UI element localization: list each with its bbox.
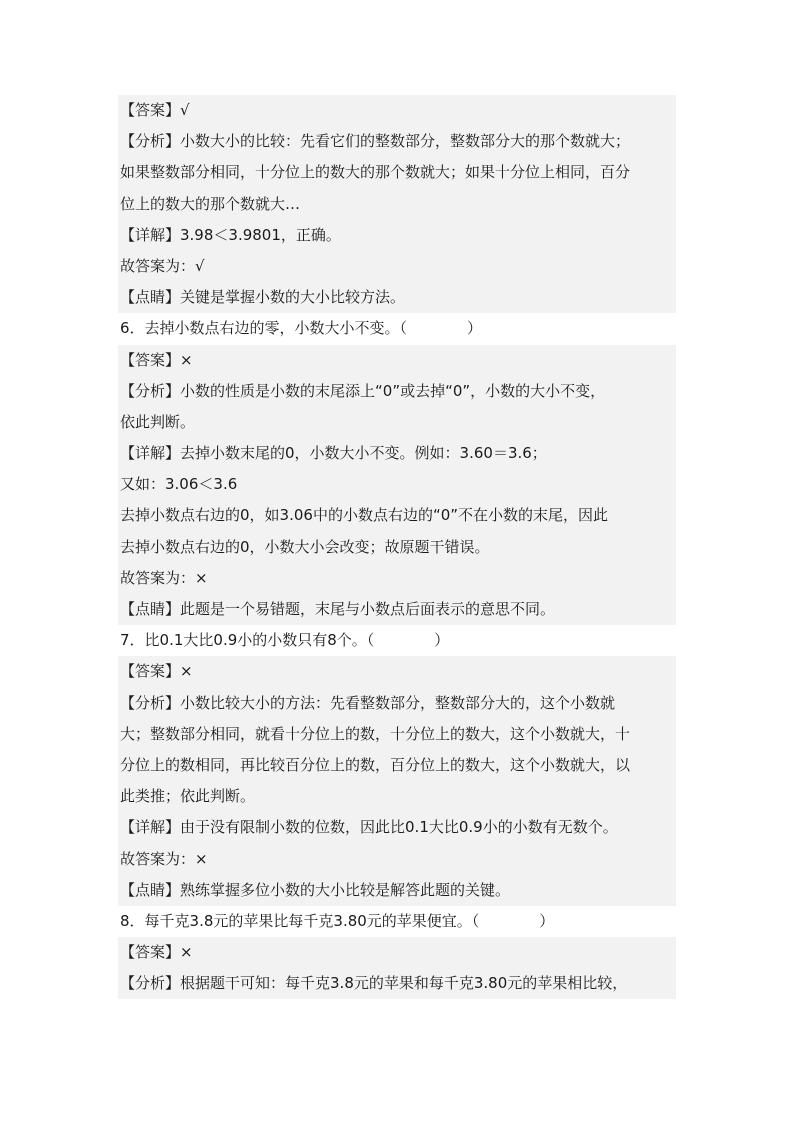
conclusion-line: 故答案为：× (118, 563, 676, 594)
detail-line: 【详解】由于没有限制小数的位数，因此比0.1大比0.9小的小数有无数个。 (118, 812, 676, 843)
document-body (118, 95, 676, 999)
question-8: 8．每千克3.8元的苹果比每千克3.80元的苹果便宜。（ ） (120, 911, 555, 930)
detail-line: 【详解】去掉小数末尾的0，小数大小不变。例如：3.60＝3.6； (118, 438, 676, 469)
answer-line: 【答案】× (118, 345, 676, 376)
comment-line: 【点睛】熟练掌握多位小数的大小比较是解答此题的关键。 (118, 875, 676, 906)
answer-line: 【答案】× (118, 656, 676, 687)
detail-line: 【详解】3.98＜3.9801，正确。 (118, 220, 676, 251)
question-6: 6．去掉小数点右边的零，小数大小不变。（ ） (120, 319, 483, 338)
analysis-line: 【分析】根据题干可知：每千克3.8元的苹果和每千克3.80元的苹果相比较， (118, 968, 676, 999)
question-7: 7．比0.1大比0.9小的小数只有8个。（ ） (120, 631, 450, 650)
detail-line: 去掉小数点右边的0，如3.06中的小数点右边的“0”不在小数的末尾，因此 (118, 500, 676, 531)
analysis-line: 位上的数大的那个数就大… (118, 189, 676, 220)
analysis-line: 【分析】小数比较大小的方法：先看整数部分，整数部分大的，这个小数就 (118, 688, 676, 719)
answer-line: 【答案】√ (118, 95, 676, 126)
analysis-line: 【分析】小数大小的比较：先看它们的整数部分，整数部分大的那个数就大； (118, 126, 676, 157)
analysis-line: 大；整数部分相同，就看十分位上的数，十分位上的数大，这个小数就大，十 (118, 719, 676, 750)
conclusion-line: 故答案为：× (118, 844, 676, 875)
detail-line: 去掉小数点右边的0，小数大小会改变；故原题干错误。 (118, 532, 676, 563)
analysis-line: 此类推；依此判断。 (118, 781, 676, 812)
analysis-line: 依此判断。 (118, 407, 676, 438)
analysis-line: 如果整数部分相同，十分位上的数大的那个数就大；如果十分位上相同，百分 (118, 157, 676, 188)
analysis-line: 【分析】小数的性质是小数的末尾添上“0”或去掉“0”，小数的大小不变， (118, 376, 676, 407)
comment-line: 【点睛】此题是一个易错题，末尾与小数点后面表示的意思不同。 (118, 594, 676, 625)
comment-line: 【点睛】关键是掌握小数的大小比较方法。 (118, 282, 676, 313)
analysis-line: 分位上的数相同，再比较百分位上的数，百分位上的数大，这个小数就大，以 (118, 750, 676, 781)
answer-line: 【答案】× (118, 937, 676, 968)
conclusion-line: 故答案为：√ (118, 251, 676, 282)
detail-line: 又如：3.06＜3.6 (118, 469, 676, 500)
